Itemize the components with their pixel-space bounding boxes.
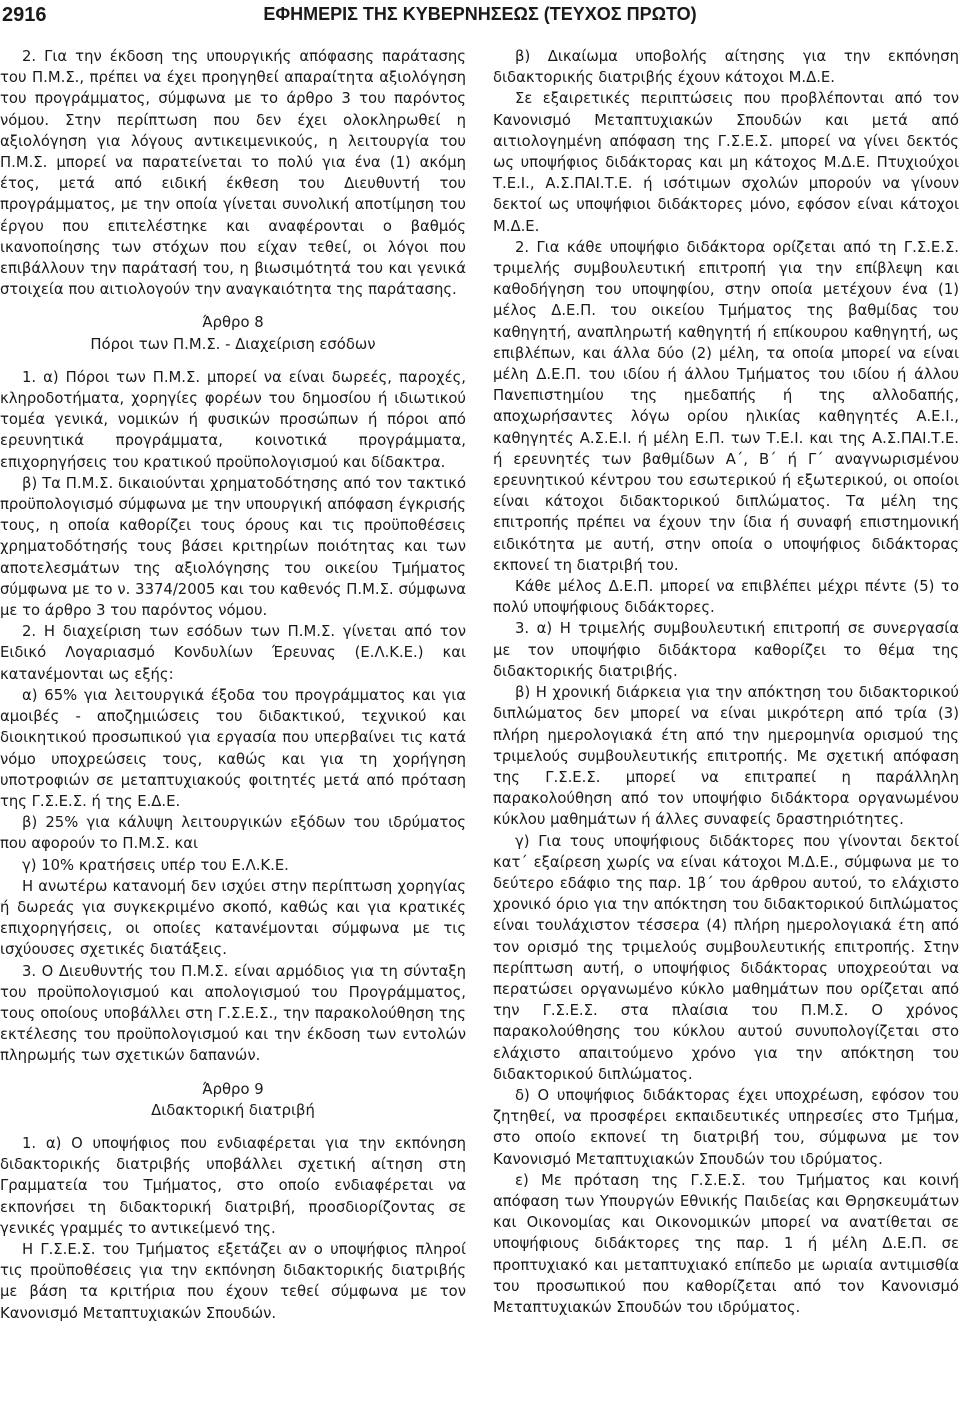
paragraph: 3. Ο Διευθυντής του Π.Μ.Σ. είναι αρμόδιος για τη σύνταξη του προϋπολογισμού και απολογισμού του Προγράμματος, τους οποίους υποβάλλει στη Γ.Σ.Ε.Σ., την παρακολούθηση της εκτέλεσης του προϋπολογισμού και την έκδοση των εντολών πληρωμής των σχετικών δαπανών.	[0, 962, 466, 1065]
paragraph: Η Γ.Σ.Ε.Σ. του Τμήματος εξετάζει αν ο υποψήφιος πληροί τις προϋποθέσεις για την εκπόνηση διδακτορικής διατριβής με βάση τα κριτήρια που έχουν τεθεί σύμφωνα με τον Κανονισμό Μεταπτυχιακών Σπουδών.	[0, 1240, 466, 1322]
paragraph: δ) Ο υποψήφιος διδάκτορας έχει υποχρέωση, εφόσον του ζητηθεί, να προσφέρει εκπαιδευτικές υπηρεσίες στο Τμήμα, στο οποίο εκπονεί τη διατριβή του, σύμφωνα με τον Κανονισμό Μεταπτυχιακών Σπουδών του ιδρύματος.	[493, 1086, 959, 1168]
paragraph: 3. α) Η τριμελής συμβουλευτική επιτροπή σε συνεργασία με τον υποψήφιο διδάκτορα καθορίζει το θέμα της διδακτορικής διατριβής.	[493, 620, 959, 680]
paragraph: γ) Για τους υποψήφιους διδάκτορες που γίνονται δεκτοί κατ΄ εξαίρεση χωρίς να είναι κάτοχοι Μ.Δ.Ε., σύμφωνα με το δεύτερο εδάφιο της παρ. 1β΄ του άρθρου αυτού, το ελάχιστο χρονικό όριο για την απόκτηση του διδακτορικού διπλώματος είναι τουλάχιστον τέσσερα (4) πλήρη ημερολογιακά έτη από τον ορισμό της τριμελούς συμβουλευτικής επιτροπής. Στην περίπτωση αυτή, ο υποψήφιος διδάκτορας υποχρεούται να περατώσει οργανωμένο κύκλο μαθημάτων που ορίζεται από την Γ.Σ.Ε.Σ. στα πλαίσια του Π.Μ.Σ. Ο χρόνος παρακολούθησης του κύκλου αυτού συνυπολογίζεται στο ελάχιστο απαιτούμενο χρόνο για την απόκτηση του διδακτορικού διπλώματος.	[493, 832, 959, 1083]
left-column	[0, 46, 466, 1324]
article-title: Διδακτορική διατριβή	[151, 1101, 315, 1119]
paragraph: α) 65% για λειτουργικά έξοδα του προγράμματος και για αμοιβές - αποζημιώσεις του διδακτικού, τεχνικού και διοικητικού προσωπικού για εργασία που υπερβαίνει τις κατά νόμο υποχρεώσεις τους, καθώς και για τη χορήγηση υποτροφιών σε μεταπτυχιακούς φοιτητές μετά από πρόταση της Γ.Σ.Ε.Σ. ή της Ε.Δ.Ε.	[0, 686, 466, 810]
article-heading: Άρθρο 9	[202, 1080, 264, 1098]
paragraph: 1. α) Ο υποψήφιος που ενδιαφέρεται για την εκπόνηση διδακτορικής διατριβής υποβάλλει σχετική αίτηση στη Γραμματεία του Τμήματος, στο οποίο ενδιαφέρεται να εκπονήσει τη διδακτορική διατριβή, προσδιορίζοντας σε γενικές γραμμές το αντικείμενό της.	[0, 1134, 466, 1237]
article-title: Πόροι των Π.Μ.Σ. - Διαχείριση εσόδων	[90, 335, 376, 353]
paragraph: 2. Για την έκδοση της υπουργικής απόφασης παράτασης του Π.Μ.Σ., πρέπει να έχει προηγηθεί απαραίτητα αξιολόγηση του προγράμματος, σύμφωνα με το άρθρο 3 του παρόντος νόμου. Στην περίπτωση που δεν έχει ολοκληρωθεί η αξιολόγηση για λόγους αντικειμενικούς, η λειτουργία του Π.Μ.Σ. μπορεί να παρατείνεται το πολύ για ένα (1) ακόμη έτος, μετά από ειδική έκθεση του Διευθυντή του προγράμματος, με την οποία γίνεται συνολική αποτίμηση του έργου που επιτελέστηκε και αναφέρονται ο βαθμός ικανοποίησης των στόχων που είχαν τεθεί, οι λόγοι που επιβάλλουν την παράτασή του, η βιωσιμότητά του και γενικά στοιχεία που αιτιολογούν την αναγκαιότητα της παράτασης.	[0, 48, 466, 299]
paragraph: γ) 10% κρατήσεις υπέρ του Ε.Λ.Κ.Ε.	[22, 856, 289, 874]
paragraph: β) Η χρονική διάρκεια για την απόκτηση του διδακτορικού διπλώματος δεν μπορεί να είναι μικρότερη από τρία (3) πλήρη ημερολογιακά έτη από την ημερομηνία ορισμού της τριμελούς συμβουλευτικής επιτροπής. Με σχετική απόφαση της Γ.Σ.Ε.Σ. μπορεί να επιτραπεί η παράλληλη παρακολούθηση από τον υποψήφιο διδάκτορα οργανωμένου κύκλου μαθημάτων ή άλλες συναφείς δραστηριότητες.	[493, 684, 959, 829]
paragraph: β) Δικαίωμα υποβολής αίτησης για την εκπόνηση διδακτορικής διατριβής έχουν κάτοχοι Μ.Δ.Ε.	[493, 48, 959, 87]
article-heading: Άρθρο 8	[202, 314, 264, 332]
paragraph: 1. α) Πόροι των Π.Μ.Σ. μπορεί να είναι δωρεές, παροχές, κληροδοτήματα, χορηγίες φορέων του δημοσίου ή ιδιωτικού τομέα γενικά, νομικών ή φυσικών προσώπων ή πόροι από ερευνητικά προγράμματα, κοινοτικά προγράμματα, επιχορηγήσεις του κρατικού προϋπολογισμού και δίδακτρα.	[0, 368, 466, 471]
paragraph: Κάθε μέλος Δ.Ε.Π. μπορεί να επιβλέπει μέχρι πέντε (5) το πολύ υποψήφιους διδάκτορες.	[493, 578, 959, 617]
paragraph: ε) Με πρόταση της Γ.Σ.Ε.Σ. του Τμήματος και κοινή απόφαση των Υπουργών Εθνικής Παιδείας και Θρησκευμάτων και Οικονομίας και Οικονομικών μπορεί να ανατίθεται σε υποψήφιους διδάκτορες της παρ. 1 ή μέλη Δ.Ε.Π. σε προπτυχιακό και μεταπτυχιακό επίπεδο με ωριαία αντιμισθία του προσωπικού που καθορίζεται από τον Κανονισμό Μεταπτυχιακών Σπουδών του ιδρύματος.	[493, 1171, 959, 1316]
right-column	[493, 46, 959, 1318]
paragraph: 2. Η διαχείριση των εσόδων των Π.Μ.Σ. γίνεται από τον Ειδικό Λογαριασμό Κονδυλίων Έρευνας (Ε.Λ.Κ.Ε.) και κατανέμονται ως εξής:	[0, 623, 466, 683]
paragraph: Σε εξαιρετικές περιπτώσεις που προβλέπονται από τον Κανονισμό Μεταπτυχιακών Σπουδών και μετά από αιτιολογημένη απόφαση της Γ.Σ.Ε.Σ. μπορεί να γίνει δεκτός ως υποψήφιος διδάκτορας και μη κάτοχος Μ.Δ.Ε. Πτυχιούχοι Τ.Ε.Ι., Α.Σ.ΠΑΙ.Τ.Ε. ή ισότιμων σχολών μπορούν να γίνουν δεκτοί ως υποψήφιοι διδάκτορες μόνο, εφόσον είναι κάτοχοι Μ.Δ.Ε.	[493, 90, 959, 235]
page-number: 2916	[2, 4, 47, 26]
page-header	[0, 0, 960, 36]
publication-title: ΕΦΗΜΕΡΙΣ ΤΗΣ ΚΥΒΕΡΝΗΣΕΩΣ (ΤΕΥΧΟΣ ΠΡΩΤΟ)	[263, 4, 697, 24]
paragraph: 2. Για κάθε υποψήφιο διδάκτορα ορίζεται από τη Γ.Σ.Ε.Σ. τριμελής συμβουλευτική επιτροπή για την επίβλεψη και καθοδήγηση του υποψηφίου, στην οποία μετέχουν ένα (1) μέλος Δ.Ε.Π. του οικείου Τμήματος της βαθμίδας του καθηγητή, αναπληρωτή καθηγητή ή επίκουρου καθηγητή, ως επιβλέπων, και άλλα δύο (2) μέλη, τα οποία μπορεί να είναι μέλη Δ.Ε.Π. του ιδίου ή άλλου Τμήματος του ιδίου ή άλλου Πανεπιστημίου της ημεδαπής ή της αλλοδαπής, αποχωρήσαντες λόγω ορίου ηλικίας καθηγητές Α.Ε.Ι., καθηγητές Α.Σ.Ε.Ι. ή μέλη Ε.Π. των Τ.Ε.Ι. και της Α.Σ.ΠΑΙ.Τ.Ε. ή ερευνητές των βαθμίδων Α΄, Β΄ ή Γ΄ αναγνωρισμένου ερευνητικού κέντρου του εσωτερικού ή εξωτερικού, οι οποίοι είναι κάτοχοι διδακτορικού διπλώματος. Τα μέλη της επιτροπής πρέπει να έχουν την ίδια ή συναφή επιστημονική ειδικότητα με αυτή, στην οποία ο υποψήφιος διδάκτορας εκπονεί τη διατριβή του.	[493, 238, 959, 574]
paragraph: β) Τα Π.Μ.Σ. δικαιούνται χρηματοδότησης από τον τακτικό προϋπολογισμό σύμφωνα με την υπουργική απόφαση έγκρισής τους, η οποία καθορίζει τους όρους και τις προϋποθέσεις χρηματοδότησής τους βάσει κριτηρίων ποιότητας και των αποτελεσμάτων της αξιολόγησης του οικείου Τμήματος σύμφωνα με το ν. 3374/2005 και του καθενός Π.Μ.Σ. σύμφωνα με το άρθρο 3 του παρόντος νόμου.	[0, 474, 466, 620]
paragraph: β) 25% για κάλυψη λειτουργικών εξόδων του ιδρύματος που αφορούν το Π.Μ.Σ. και	[0, 814, 466, 853]
paragraph: Η ανωτέρω κατανομή δεν ισχύει στην περίπτωση χορηγίας ή δωρεάς για συγκεκριμένο σκοπό, καθώς και για κρατικές επιχορηγήσεις, οι οποίες κατανέμονται σύμφωνα με τις ισχύουσες σχετικές διατάξεις.	[0, 877, 466, 959]
